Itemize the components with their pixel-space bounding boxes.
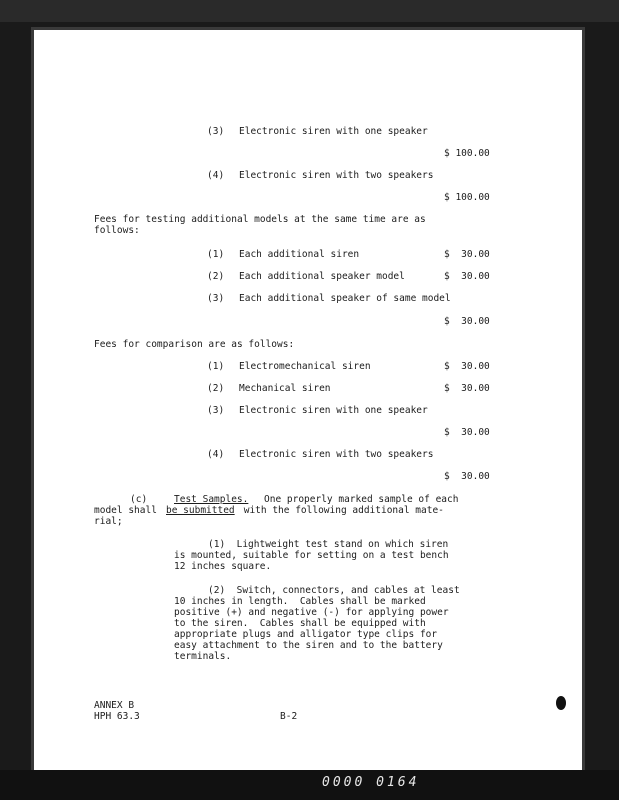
- item-fee: $ 30.00: [444, 383, 490, 394]
- item-text: Electromechanical siren: [239, 361, 371, 372]
- section-heading: Test Samples.: [174, 494, 249, 505]
- item-fee: $ 30.00: [444, 361, 490, 372]
- paragraph-line: model shall: [94, 505, 163, 516]
- item-fee: $ 100.00: [444, 192, 490, 203]
- sub-item-line: terminals.: [174, 651, 232, 662]
- paragraph-line: Fees for comparison are as follows:: [94, 339, 295, 350]
- sub-item-line: is mounted, suitable for setting on a test bench: [174, 550, 449, 561]
- item-number: (4): [207, 170, 225, 181]
- sub-item-line: to the siren. Cables shall be equipped with: [174, 618, 426, 629]
- paragraph-line: One properly marked sample of each: [264, 494, 459, 505]
- sub-item-line: 12 inches square.: [174, 561, 272, 572]
- paragraph-line: rial;: [94, 516, 123, 527]
- sub-item-line: (2) Switch, connectors, and cables at least: [208, 585, 460, 596]
- scan-top-edge: [0, 0, 619, 22]
- ink-blot: [556, 696, 566, 710]
- paragraph-line: with the following additional mate-: [238, 505, 444, 516]
- item-text: Electronic siren with one speaker: [239, 126, 428, 137]
- footer-annex: ANNEX B: [94, 700, 135, 711]
- paragraph-line: follows:: [94, 225, 140, 236]
- item-text: Electronic siren with two speakers: [239, 170, 434, 181]
- sub-item-line: appropriate plugs and alligator type clips for: [174, 629, 438, 640]
- item-fee: $ 100.00: [444, 148, 490, 159]
- item-number: (4): [207, 449, 225, 460]
- item-number: (1): [207, 249, 225, 260]
- document-page: [34, 30, 582, 772]
- item-fee: $ 30.00: [444, 427, 490, 438]
- sub-item-line: easy attachment to the siren and to the battery: [174, 640, 443, 651]
- item-fee: $ 30.00: [444, 271, 490, 282]
- item-fee: $ 30.00: [444, 471, 490, 482]
- item-text: Each additional speaker of same model: [239, 293, 451, 304]
- section-label: (c): [130, 494, 148, 505]
- sub-item-line: positive (+) and negative (-) for applying power: [174, 607, 449, 618]
- sub-item-line: (1) Lightweight test stand on which siren: [208, 539, 449, 550]
- paragraph-line: Fees for testing additional models at the same time are as: [94, 214, 426, 225]
- item-fee: $ 30.00: [444, 249, 490, 260]
- page-number: B-2: [280, 711, 298, 722]
- item-number: (2): [207, 271, 225, 282]
- item-fee: $ 30.00: [444, 316, 490, 327]
- item-number: (3): [207, 293, 225, 304]
- item-text: Electronic siren with one speaker: [239, 405, 428, 416]
- item-number: (2): [207, 383, 225, 394]
- page-stamp: 0000 0164: [322, 775, 420, 790]
- scan-bottom-edge: [0, 770, 619, 800]
- footer-doc-id: HPH 63.3: [94, 711, 140, 722]
- sub-item-line: 10 inches in length. Cables shall be marked: [174, 596, 426, 607]
- paragraph-underlined: be submitted: [166, 505, 235, 516]
- item-text: Electronic siren with two speakers: [239, 449, 434, 460]
- item-text: Mechanical siren: [239, 383, 331, 394]
- item-text: Each additional speaker model: [239, 271, 405, 282]
- item-number: (1): [207, 361, 225, 372]
- item-number: (3): [207, 405, 225, 416]
- item-number: (3): [207, 126, 225, 137]
- item-text: Each additional siren: [239, 249, 360, 260]
